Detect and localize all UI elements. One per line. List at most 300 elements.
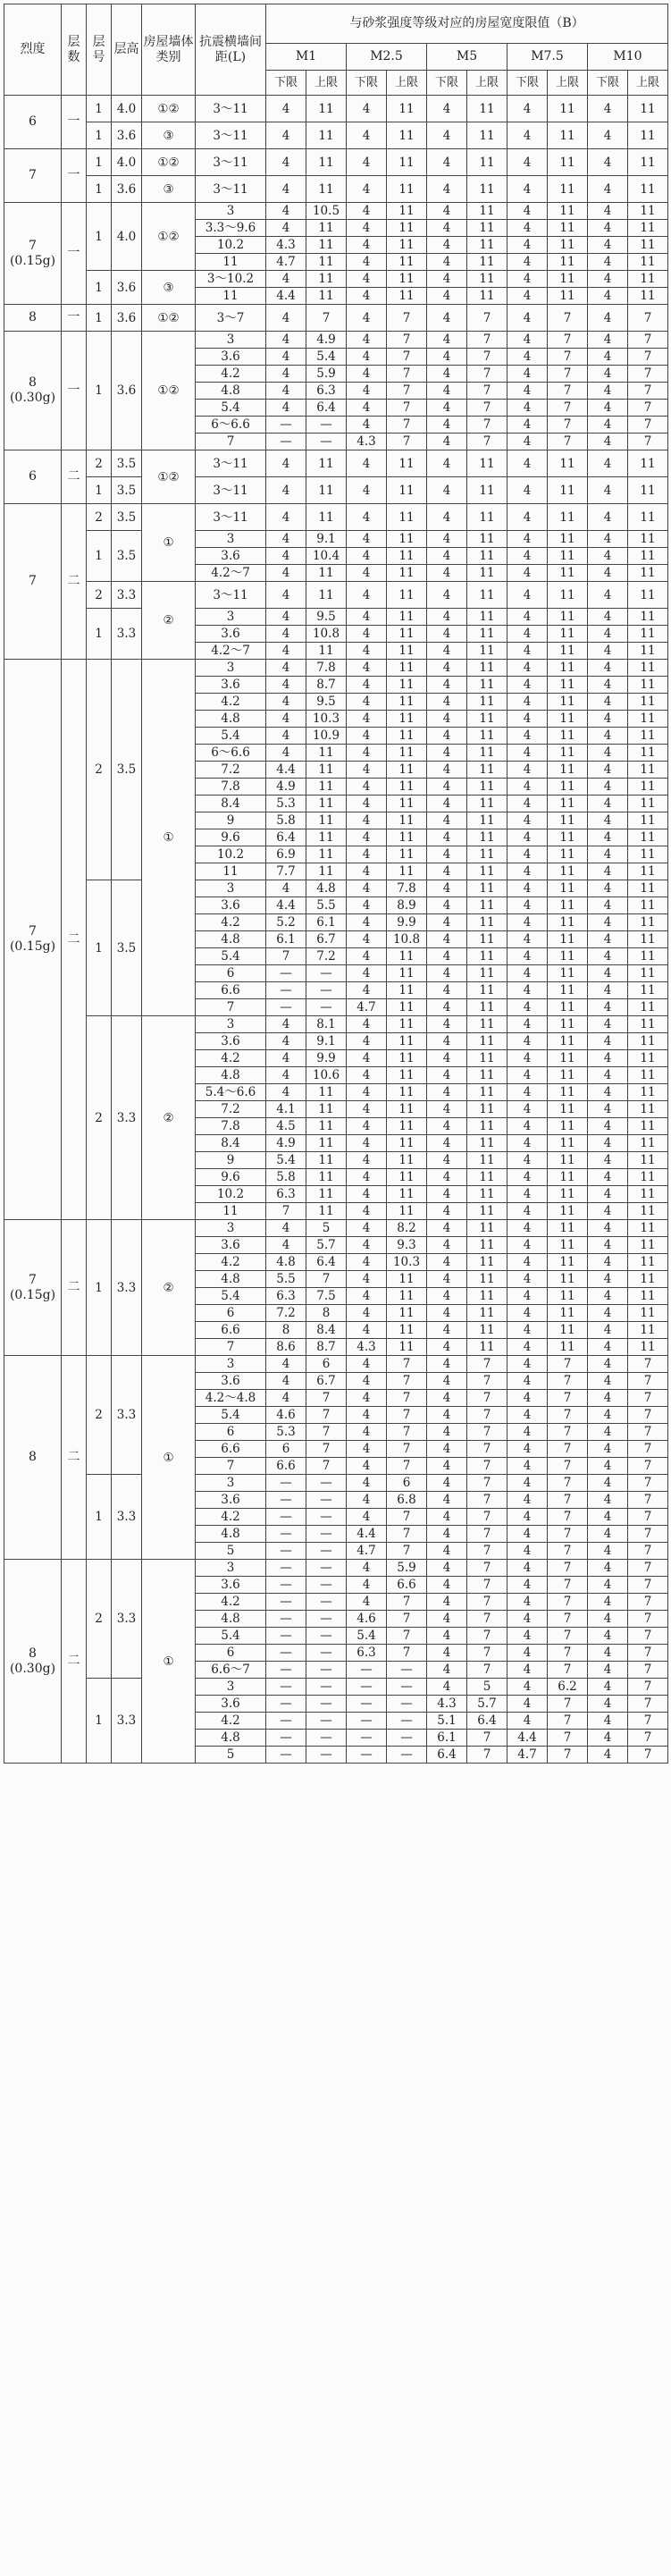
value-cell: 7: [387, 1373, 427, 1390]
floor-no-cell: 1: [87, 271, 112, 305]
spacing-cell: 5: [196, 1747, 266, 1764]
value-cell: 4: [507, 383, 548, 400]
value-cell: 4: [427, 349, 467, 366]
value-cell: 4: [427, 477, 467, 504]
header-upper: 上限: [387, 71, 427, 96]
wall-type-cell: ①②: [142, 96, 196, 122]
value-cell: 4: [347, 1203, 387, 1220]
value-cell: 11: [548, 812, 588, 829]
value-cell: 7: [467, 1543, 507, 1560]
value-cell: 11: [306, 812, 347, 829]
value-cell: 4: [588, 914, 628, 931]
value-cell: 4: [588, 1339, 628, 1356]
value-cell: 4: [507, 366, 548, 383]
header-upper: 上限: [306, 71, 347, 96]
value-cell: 4: [507, 1203, 548, 1220]
value-cell: 4: [347, 1288, 387, 1305]
value-cell: 4: [507, 1339, 548, 1356]
value-cell: 11: [628, 1254, 668, 1271]
value-cell: 11: [387, 762, 427, 779]
value-cell: 11: [548, 96, 588, 122]
spacing-cell: 4.2: [196, 1713, 266, 1730]
value-cell: 7: [548, 1747, 588, 1764]
value-cell: 4: [507, 332, 548, 349]
value-cell: 5.9: [306, 366, 347, 383]
floors-total-cell: 二: [62, 450, 87, 504]
floor-no-cell: 1: [87, 1679, 112, 1764]
value-cell: 4: [507, 880, 548, 897]
value-cell: 11: [387, 254, 427, 271]
value-cell: 11: [628, 982, 668, 999]
value-cell: 4: [427, 1152, 467, 1169]
floor-no-cell: 2: [87, 660, 112, 880]
value-cell: 4: [427, 1407, 467, 1424]
floor-height-cell: 3.6: [112, 271, 142, 305]
spacing-cell: 7: [196, 434, 266, 450]
spacing-cell: 7: [196, 999, 266, 1016]
value-cell: 11: [628, 897, 668, 914]
value-cell: 11: [306, 477, 347, 504]
value-cell: 11: [387, 1067, 427, 1084]
value-cell: 4: [588, 711, 628, 728]
value-cell: 11: [467, 96, 507, 122]
value-cell: 4: [507, 1186, 548, 1203]
value-cell: 11: [628, 176, 668, 203]
value-cell: 11: [548, 863, 588, 880]
value-cell: 11: [387, 1271, 427, 1288]
spacing-cell: 11: [196, 254, 266, 271]
value-cell: 8.7: [306, 677, 347, 694]
value-cell: 4: [427, 332, 467, 349]
table-row: [4, 203, 668, 220]
value-cell: 7: [548, 1407, 588, 1424]
value-cell: 4: [588, 271, 628, 288]
value-cell: 11: [467, 762, 507, 779]
value-cell: 11: [548, 149, 588, 176]
value-cell: 4: [588, 1424, 628, 1441]
value-cell: 4: [347, 846, 387, 863]
value-cell: 7: [628, 1475, 668, 1492]
spacing-cell: 7.2: [196, 762, 266, 779]
value-cell: 4: [507, 400, 548, 417]
value-cell: 4: [347, 711, 387, 728]
spacing-cell: 3.6: [196, 626, 266, 643]
value-cell: 4: [507, 609, 548, 626]
value-cell: 5.1: [427, 1713, 467, 1730]
value-cell: 4: [347, 1407, 387, 1424]
value-cell: 11: [306, 1118, 347, 1135]
value-cell: 7: [628, 1492, 668, 1509]
value-cell: 6.4: [266, 829, 306, 846]
value-cell: 11: [548, 1322, 588, 1339]
value-cell: 4: [427, 1101, 467, 1118]
floor-no-cell: 1: [87, 176, 112, 203]
value-cell: 11: [467, 796, 507, 812]
value-cell: 5: [467, 1679, 507, 1696]
floor-height-cell: 3.5: [112, 504, 142, 531]
value-cell: 4: [588, 1730, 628, 1747]
value-cell: 4: [588, 1679, 628, 1696]
value-cell: 4: [507, 1526, 548, 1543]
value-cell: 11: [387, 176, 427, 203]
value-cell: 11: [306, 565, 347, 582]
value-cell: 8.2: [387, 1220, 427, 1237]
value-cell: 7: [628, 434, 668, 450]
value-cell: 6.3: [266, 1288, 306, 1305]
value-cell: 4: [266, 203, 306, 220]
value-cell: 11: [548, 1033, 588, 1050]
wall-type-cell: ③: [142, 122, 196, 149]
value-cell: 7: [628, 1424, 668, 1441]
value-cell: 4.7: [347, 999, 387, 1016]
value-cell: 11: [467, 582, 507, 609]
value-cell: 11: [628, 450, 668, 477]
value-cell: 6: [387, 1475, 427, 1492]
value-cell: 4: [507, 846, 548, 863]
value-cell: 7: [628, 1594, 668, 1611]
value-cell: 4: [347, 1458, 387, 1475]
header-lower: 下限: [588, 71, 628, 96]
floors-total-cell: 二: [62, 660, 87, 1220]
value-cell: 4: [427, 711, 467, 728]
spacing-cell: 3.6: [196, 1033, 266, 1050]
value-cell: 4: [588, 1747, 628, 1764]
value-cell: 11: [548, 203, 588, 220]
value-cell: —: [266, 1713, 306, 1730]
value-cell: 11: [467, 880, 507, 897]
value-cell: 4: [427, 779, 467, 796]
spacing-cell: 8.4: [196, 796, 266, 812]
value-cell: 7: [628, 1662, 668, 1679]
value-cell: 11: [467, 1169, 507, 1186]
value-cell: 4.4: [266, 288, 306, 305]
value-cell: 4: [427, 1373, 467, 1390]
value-cell: 4: [266, 745, 306, 762]
value-cell: 6.6: [387, 1577, 427, 1594]
value-cell: 7: [628, 1509, 668, 1526]
value-cell: 4: [588, 237, 628, 254]
value-cell: 11: [306, 1169, 347, 1186]
value-cell: 4: [427, 450, 467, 477]
value-cell: 11: [467, 965, 507, 982]
value-cell: 7: [548, 1594, 588, 1611]
value-cell: 11: [548, 122, 588, 149]
value-cell: 4: [588, 1084, 628, 1101]
value-cell: 4: [588, 1186, 628, 1203]
value-cell: 9.3: [387, 1237, 427, 1254]
value-cell: 4: [266, 565, 306, 582]
value-cell: 6.2: [548, 1679, 588, 1696]
value-cell: 4: [427, 531, 467, 548]
value-cell: 4.3: [427, 1696, 467, 1713]
value-cell: 11: [548, 1101, 588, 1118]
value-cell: 4: [347, 660, 387, 677]
floor-no-cell: 1: [87, 880, 112, 1016]
value-cell: 4: [427, 1424, 467, 1441]
value-cell: 4: [347, 1084, 387, 1101]
value-cell: 4: [507, 531, 548, 548]
value-cell: 11: [628, 728, 668, 745]
spacing-cell: 4.2: [196, 1050, 266, 1067]
value-cell: 4: [347, 288, 387, 305]
value-cell: 11: [548, 965, 588, 982]
value-cell: 4: [507, 254, 548, 271]
value-cell: 11: [628, 1271, 668, 1288]
value-cell: 4: [588, 1118, 628, 1135]
value-cell: 4: [507, 694, 548, 711]
value-cell: 4: [588, 1237, 628, 1254]
value-cell: 4: [347, 897, 387, 914]
value-cell: —: [347, 1679, 387, 1696]
value-cell: 4: [347, 1305, 387, 1322]
value-cell: 9.9: [387, 914, 427, 931]
value-cell: 4: [588, 366, 628, 383]
value-cell: 11: [387, 220, 427, 237]
value-cell: 7: [548, 349, 588, 366]
value-cell: 7.7: [266, 863, 306, 880]
value-cell: 4: [427, 694, 467, 711]
spacing-cell: 3.6: [196, 1696, 266, 1713]
value-cell: 11: [548, 1152, 588, 1169]
spacing-cell: 3～11: [196, 582, 266, 609]
value-cell: 11: [628, 948, 668, 965]
value-cell: 11: [628, 1152, 668, 1169]
value-cell: 11: [548, 176, 588, 203]
value-cell: 4: [347, 863, 387, 880]
spacing-cell: 3.6: [196, 1577, 266, 1594]
value-cell: 4: [347, 1509, 387, 1526]
value-cell: 11: [628, 762, 668, 779]
value-cell: 7: [467, 1747, 507, 1764]
value-cell: 11: [306, 762, 347, 779]
value-cell: —: [347, 1713, 387, 1730]
header-floor-height: 层高: [112, 4, 142, 96]
value-cell: 8.4: [306, 1322, 347, 1339]
value-cell: 4: [588, 450, 628, 477]
value-cell: 11: [306, 254, 347, 271]
value-cell: 4: [347, 745, 387, 762]
value-cell: 4: [507, 434, 548, 450]
value-cell: 11: [548, 745, 588, 762]
value-cell: 4: [266, 1373, 306, 1390]
value-cell: 11: [628, 863, 668, 880]
header-grade-m5: M5: [427, 44, 507, 71]
value-cell: 11: [306, 288, 347, 305]
value-cell: 6.4: [306, 1254, 347, 1271]
value-cell: 11: [387, 965, 427, 982]
value-cell: 7.8: [387, 880, 427, 897]
value-cell: 11: [387, 271, 427, 288]
spacing-cell: 7.8: [196, 779, 266, 796]
value-cell: 11: [628, 812, 668, 829]
value-cell: 4: [427, 176, 467, 203]
value-cell: 4: [266, 477, 306, 504]
value-cell: 11: [306, 504, 347, 531]
value-cell: —: [266, 965, 306, 982]
value-cell: 4: [507, 863, 548, 880]
floor-height-cell: 3.5: [112, 660, 142, 880]
value-cell: 4: [588, 582, 628, 609]
value-cell: 4: [347, 450, 387, 477]
value-cell: 11: [306, 1101, 347, 1118]
floor-height-cell: 4.0: [112, 203, 142, 271]
value-cell: 4: [507, 1628, 548, 1645]
value-cell: 6: [266, 1441, 306, 1458]
table-row: [4, 96, 668, 122]
wall-type-cell: ②: [142, 1220, 196, 1356]
value-cell: —: [306, 1730, 347, 1747]
value-cell: 4: [588, 332, 628, 349]
value-cell: 11: [548, 1254, 588, 1271]
value-cell: 5.8: [266, 1169, 306, 1186]
value-cell: 4: [588, 1356, 628, 1373]
value-cell: 4: [427, 745, 467, 762]
value-cell: 7: [628, 1747, 668, 1764]
value-cell: 11: [628, 677, 668, 694]
value-cell: 4: [347, 931, 387, 948]
value-cell: 7: [467, 1730, 507, 1747]
value-cell: —: [266, 1645, 306, 1662]
value-cell: 4: [588, 417, 628, 434]
value-cell: 11: [387, 1186, 427, 1203]
spacing-cell: 5.4: [196, 728, 266, 745]
value-cell: 4.7: [266, 254, 306, 271]
value-cell: 4: [507, 1033, 548, 1050]
value-cell: 4: [507, 1390, 548, 1407]
value-cell: 11: [306, 176, 347, 203]
value-cell: 4: [507, 1050, 548, 1067]
value-cell: 4: [588, 1373, 628, 1390]
value-cell: 4: [427, 1050, 467, 1067]
value-cell: 4: [347, 1492, 387, 1509]
value-cell: 11: [628, 931, 668, 948]
value-cell: 9.5: [306, 609, 347, 626]
value-cell: 4: [427, 677, 467, 694]
value-cell: 11: [628, 1339, 668, 1356]
wall-type-cell: ①: [142, 1356, 196, 1560]
value-cell: 4: [347, 1322, 387, 1339]
value-cell: 7: [467, 1373, 507, 1390]
spacing-cell: 6: [196, 1424, 266, 1441]
value-cell: 11: [548, 694, 588, 711]
value-cell: 11: [467, 504, 507, 531]
value-cell: 4: [588, 965, 628, 982]
value-cell: 11: [628, 288, 668, 305]
floor-no-cell: 2: [87, 1560, 112, 1679]
value-cell: —: [266, 1679, 306, 1696]
value-cell: 4: [588, 1611, 628, 1628]
value-cell: 11: [306, 237, 347, 254]
value-cell: 5.7: [306, 1237, 347, 1254]
wall-type-cell: ①: [142, 504, 196, 582]
value-cell: 4: [347, 1594, 387, 1611]
floor-no-cell: 1: [87, 531, 112, 582]
value-cell: 11: [467, 948, 507, 965]
wall-type-cell: ①②: [142, 203, 196, 271]
value-cell: 11: [387, 677, 427, 694]
value-cell: 4: [427, 1509, 467, 1526]
value-cell: 4: [588, 288, 628, 305]
value-cell: 4: [588, 1526, 628, 1543]
value-cell: 8.9: [387, 897, 427, 914]
value-cell: 4: [507, 1220, 548, 1237]
value-cell: 4: [266, 504, 306, 531]
value-cell: 4: [427, 982, 467, 999]
value-cell: 11: [548, 1050, 588, 1067]
value-cell: 7: [548, 1509, 588, 1526]
value-cell: 4: [427, 271, 467, 288]
intensity-cell: 7 (0.15g): [4, 203, 62, 305]
value-cell: 4: [507, 1611, 548, 1628]
value-cell: 4: [588, 1288, 628, 1305]
value-cell: 7: [387, 1509, 427, 1526]
value-cell: 11: [387, 796, 427, 812]
value-cell: 7.5: [306, 1288, 347, 1305]
value-cell: 11: [467, 1254, 507, 1271]
value-cell: 4: [427, 237, 467, 254]
value-cell: 7: [387, 1645, 427, 1662]
value-cell: 4: [588, 1628, 628, 1645]
value-cell: 11: [467, 626, 507, 643]
value-cell: —: [387, 1730, 427, 1747]
value-cell: 4: [588, 812, 628, 829]
value-cell: 4: [427, 1186, 467, 1203]
value-cell: 8.6: [266, 1339, 306, 1356]
value-cell: 4: [588, 1016, 628, 1033]
value-cell: 4: [266, 1067, 306, 1084]
value-cell: 11: [628, 1169, 668, 1186]
value-cell: 11: [306, 122, 347, 149]
value-cell: 4: [507, 1305, 548, 1322]
table-row: [4, 450, 668, 477]
value-cell: 11: [548, 254, 588, 271]
value-cell: 7: [306, 305, 347, 332]
value-cell: 4: [266, 1220, 306, 1237]
value-cell: 4: [427, 880, 467, 897]
table-row: [4, 149, 668, 176]
floor-height-cell: 3.6: [112, 122, 142, 149]
value-cell: 4: [507, 643, 548, 660]
value-cell: 4: [347, 1271, 387, 1288]
spacing-cell: 3: [196, 1475, 266, 1492]
value-cell: 7: [548, 305, 588, 332]
value-cell: 4: [588, 434, 628, 450]
value-cell: 11: [387, 1033, 427, 1050]
spacing-cell: 7.8: [196, 1118, 266, 1135]
value-cell: 7: [467, 332, 507, 349]
value-cell: 11: [306, 220, 347, 237]
spacing-cell: 5.4: [196, 400, 266, 417]
value-cell: —: [266, 1543, 306, 1560]
spacing-cell: 5.4: [196, 1288, 266, 1305]
value-cell: 7: [467, 305, 507, 332]
value-cell: —: [347, 1730, 387, 1747]
value-cell: —: [387, 1662, 427, 1679]
value-cell: 7: [548, 400, 588, 417]
value-cell: 4: [427, 897, 467, 914]
header-wall-type: 房屋墙体类别: [142, 4, 196, 96]
floor-height-cell: 3.3: [112, 1679, 142, 1764]
value-cell: 11: [467, 779, 507, 796]
spacing-cell: 4.8: [196, 1526, 266, 1543]
value-cell: 4: [588, 1696, 628, 1713]
value-cell: 10.9: [306, 728, 347, 745]
table-row: [4, 582, 668, 609]
value-cell: 11: [387, 122, 427, 149]
value-cell: 4: [266, 677, 306, 694]
header-spacing: 抗震横墙间距(L): [196, 4, 266, 96]
value-cell: 11: [548, 931, 588, 948]
